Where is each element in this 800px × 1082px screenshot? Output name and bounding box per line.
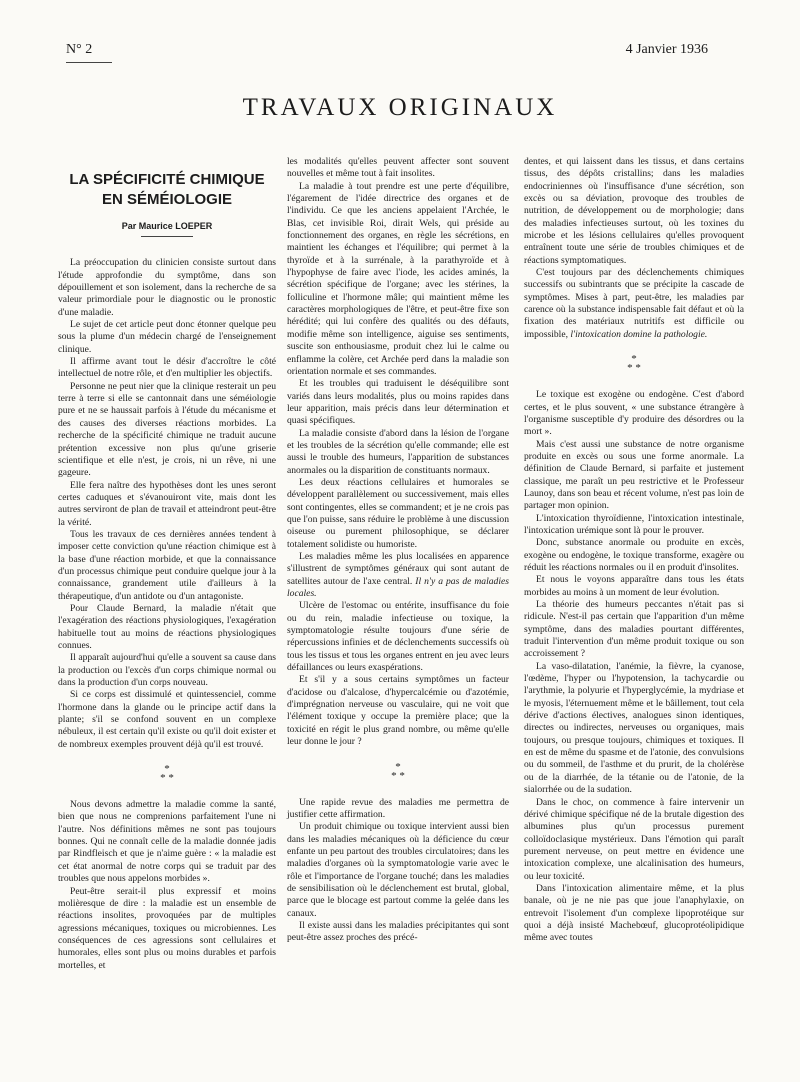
separator-star-top: *	[164, 763, 170, 776]
emphasis-text: l'intoxication domine la pathologie.	[570, 328, 708, 340]
paragraph: La maladie à tout prendre est une perte d'équilibre, l'égarement de l'idée directrice des organes et de l'individu. Ce que les anciens appelaient l'Archée, le Blas, cet invisible Roi, dirait Wels, qui préside au fonctionnement des organes, en règle les sécrétions, en maintient les échanges et l'équilibre; qui permet à la thyroïde et à la surrénale, à la parathyroïde et à l'hypophyse de faire avec l'iode, les acides aminés, la sécrétion spécifique de l'organe; avec les stérines, la folliculine et l'hormone mâle; qui maintient même les caractères morphologiques de l'être, et peut-être fixe son hérédité; qui lui confère des qualités ou des défauts, modifie même son intelligence, aiguise ses sentiments, suscite son enthousiasme, produit chez lui le calme ou enflamme la colère, cet Archée perd dans la maladie son orientation normale et ses commandes.	[287, 180, 509, 377]
paragraph: Tous les travaux de ces dernières années tendent à imposer cette conviction qu'une réaction chimique est à la base d'une réaction morbide, et que la connaissance d'un processus chimique peut conduire quelque jour à la connaissance, grandement utile d'ailleurs à la thérapeutique, d'un antidote ou d'un antagoniste.	[58, 528, 276, 602]
column-3	[524, 156, 744, 945]
paragraph: Le sujet de cet article peut donc étonner quelque peu sous la plume d'un médecin chargé de l'enseignement clinique.	[58, 319, 276, 355]
column-2	[287, 156, 509, 945]
paragraph	[524, 267, 744, 341]
paragraph: Dans le choc, on commence à faire intervenir un dérivé chimique spécifique né de la brutale digestion des albumines plus qu'un processus purement colloïdoclasique mystérieux. Dans l'émotion qui paraît purement nerveuse, on peut mettre en évidence une intoxication complexe, une alcalinisation des humeurs, ou leur toxicité.	[524, 796, 744, 882]
paragraph: La vaso-dilatation, l'anémie, la fièvre, la cyanose, l'œdème, l'hyper ou l'hypotension, la tachycardie ou l'arythmie, la polyurie et l'hyperglycémie, la mydriase et le myosis, l'éternuement même et le bâillement, tout cela dérive d'actions électives, analogues sinon identiques, directes ou indirectes, nerveuses ou organiques, mais toujours, ou presque toujours, chimiques et toxiques. Il en est de même du spasme et de l'atonie, des convulsions ou du sommeil, de l'asthme et du prurit, de la cholérèse ou de la diarrhée, de la tétanie ou de l'atonie, de la sialorrhée ou de la sudation.	[524, 660, 744, 796]
section-separator	[58, 765, 276, 783]
article-title-line-1: LA SPÉCIFICITÉ CHIMIQUE	[69, 171, 265, 188]
paragraph: Nous devons admettre la maladie comme la santé, bien que nous ne comprenions parfaitement l'une ni l'autre. Nos définitions mêmes ne sont pas toujours bonnes. Qui ne connaît celle de la maladie donnée jadis par Rindfleisch et que je n'aime guère : « la maladie est cet état anormal de notre corps qui se traduit par des troubles que nous appelons morbides ».	[58, 799, 276, 885]
separator-star-top: *	[395, 760, 401, 773]
issue-date: 4 Janvier 1936	[625, 42, 708, 57]
article-title	[58, 170, 276, 210]
header-rule	[66, 62, 112, 63]
section-separator	[287, 760, 509, 782]
paragraph-text: C'est toujours par des déclenchements chimiques successifs ou subintrants que se précipite la cascade de symptômes. Mises à part, peut-être, les maladies par carence où la substance indispensable fait défaut et où la fixation des matériaux nutritifs est difficile ou impossible,	[524, 267, 744, 340]
paragraph: les modalités qu'elles peuvent affecter sont souvent nouvelles et même tout à fait insolites.	[287, 156, 509, 180]
paragraph: Et nous le voyons apparaître dans tous les états morbides au moins à un moment de leur évolution.	[524, 574, 744, 598]
author-name: Maurice LOEPER	[138, 221, 213, 231]
paragraph: dentes, et qui laissent dans les tissus, et dans certains tissus, des dépôts cristallins; dans les maladies endocriniennes où l'insuffisance d'une sécrétion, son excès ou sa déviation, provoque des troubles de nutrition, de développement ou de morphologie; dans des maladies infectieuses surtout, où les toxines du microbe et les lésions cellulaires qu'elles provoquent entraînent toute une série de troubles chimiques et de réactions symptomatiques.	[524, 156, 744, 266]
paragraph: Personne ne peut nier que la clinique resterait un peu terre à terre si elle se cantonnait dans une séméiologie pure et ne se haussait parfois à l'étude du mécanisme et des causes des diverses réactions morbides. La recherche de la spécificité chimique ne traduit aucune prétention excessive non plus qu'une griserie scientifique et elle n'est, je crois, ni un rêve, ni une gageure.	[58, 380, 276, 479]
separator-star-bottom: * *	[627, 362, 641, 375]
paragraph: Le toxique est exogène ou endogène. C'est d'abord certes, et le plus souvent, « une substance étrangère à l'organisme susceptible d'y produire des désordres ou la mort ».	[524, 389, 744, 438]
issue-number: N° 2	[66, 42, 93, 57]
separator-star-top: *	[631, 353, 637, 366]
paragraph: Une rapide revue des maladies me permettra de justifier cette affirmation.	[287, 796, 509, 820]
paragraph: Pour Claude Bernard, la maladie n'était que l'exagération des réactions physiologiques, l'exagération habituelle tout au moins de réactions physiologiques connues.	[58, 602, 276, 651]
byline	[58, 220, 276, 232]
paragraph: La préoccupation du clinicien consiste surtout dans l'étude approfondie du symptôme, dans son dépouillement et son isolement, dans la recherche de sa valeur primordiale pour le diagnostic ou le pronostic d'une maladie.	[58, 257, 276, 318]
paragraph: Si ce corps est dissimulé et quintessenciel, comme l'hormone dans la glande ou le principe actif dans la plante; s'il se confond souvent en un complexe nébuleux, il est certain qu'il existe ou qu'il doit exister et de nombreux exemples prouvent déjà qu'il est trouvé.	[58, 689, 276, 750]
paragraph: Dans l'intoxication alimentaire même, et la plus banale, où je ne nie pas que joue l'anaphylaxie, on entrevoit l'isolement d'un complexe lipoprotéique sur quoi a déjà insisté Machebœuf, glucoprotéolipidique même avec toutes	[524, 882, 744, 944]
paragraph: Et les troubles qui traduisent le déséquilibre sont variés dans leurs modalités, plus ou moins rapides dans leur apparition, mais précis dans leur détermination et quasi spécifiques.	[287, 378, 509, 427]
paragraph: Elle fera naître des hypothèses dont les unes seront certes caduques et s'évanouiront vite, mais dont les autres serviront de plan de travail et atteindront peut-être la vérité.	[58, 479, 276, 528]
separator-star-bottom: * *	[391, 769, 405, 782]
paragraph: Il affirme avant tout le désir d'accroître le côté intellectuel de notre rôle, et d'en multiplier les objectifs.	[58, 356, 276, 380]
article-title-line-2: EN SÉMÉIOLOGIE	[101, 191, 233, 208]
paragraph: Donc, substance anormale ou produite en excès, exogène ou endogène, le toxique transforme, exagère ou réduit les réactions normales ou il en produit d'insolites.	[524, 537, 744, 573]
column-1	[58, 170, 276, 972]
paragraph-text: Les maladies même les plus localisées en apparence s'illustrent de symptômes généraux qui sont autant de satellites autour de l'axe central.	[287, 551, 509, 587]
paragraph: Peut-être serait-il plus expressif et moins molièresque de dire : la maladie est un ensemble de réactions insolites, provoquées par de multiples agressions mécaniques, toxiques ou microbiennes. Les conséquences de ces agressions sont cellulaires et humorales, elles sont plus ou moins durables et parfois mortelles, et	[58, 885, 276, 971]
paragraph: Ulcère de l'estomac ou entérite, insuffisance du foie ou du rein, maladie infectieuse ou toxique, la symptomatologie résulte toujours d'une série de répercussions infinies et de déclenchements successifs où tous les tissus et tous les organes entrent en jeu avec leurs défaillances ou leurs exaspérations.	[287, 600, 509, 674]
paragraph: La maladie consiste d'abord dans la lésion de l'organe et les troubles de la sécrétion qu'elle commande; elle est aussi le trouble des humeurs, l'apparition de substances anormales ou la disparition de constituants normaux.	[287, 427, 509, 476]
separator-star-bottom: * *	[160, 772, 174, 785]
paragraph: Les deux réactions cellulaires et humorales se développent parallèlement ou successivement, mais elles sont contingentes, elles se commandent; et je ne crois pas que l'on puisse, sans réduire le problème à une discussion oiseuse ou purement philosophique, se déclarer totalement solidiste ou humoriste.	[287, 476, 509, 550]
paragraph: Mais c'est aussi une substance de notre organisme produite en excès ou sous une forme anormale. La définition de Claude Bernard, si parfaite et justement classique, me paraît un peu restrictive et le Professeur Launoy, dans son beau et récent volume, n'est pas loin de partager mon opinion.	[524, 438, 744, 512]
section-title: TRAVAUX ORIGINAUX	[242, 94, 558, 121]
byline-prefix: Par	[121, 221, 137, 231]
page-header	[66, 42, 708, 64]
paragraph: Un produit chimique ou toxique intervient aussi bien dans les maladies mécaniques où la déficience du cœur enfante un peu partout des troubles circulatoires; dans les maladies d'organes où la symptomatologie varie avec le rôle et l'importance de l'organe touché; dans les maladies de sensibilisation où le déclenchement est brutal, global, parce que le blocage est partout comme la gelée dans les canaux.	[287, 821, 509, 919]
paragraph: Il apparaît aujourd'hui qu'elle a souvent sa cause dans la production ou l'excès d'un corps chimique normal ou dans la production d'un corps nouveau.	[58, 652, 276, 689]
emphasis-text: Il n'y a pas de maladies locales.	[287, 575, 509, 600]
paragraph: La théorie des humeurs peccantes n'était pas si ridicule. N'est-il pas certain que l'apparition d'un même symptôme, dans des maladies pourtant différentes, traduit l'intervention d'un même produit toxique ou son accroissement ?	[524, 599, 744, 660]
section-separator	[524, 355, 744, 373]
byline-rule	[141, 236, 193, 237]
paragraph: Il existe aussi dans les maladies précipitantes qui sont peut-être assez proches des précé-	[287, 919, 509, 944]
paragraph: L'intoxication thyroïdienne, l'intoxication intestinale, l'intoxication urémique sont là pour le prouver.	[524, 512, 744, 536]
paragraph	[287, 551, 509, 600]
paragraph: Et s'il y a sous certains symptômes un facteur d'acidose ou d'alcalose, d'hypercalcémie ou d'azotémie, d'imprégnation nerveuse ou vasculaire, qui ne voit que l'élément toxique y occupe la première place; que la toxicité en régit le plus grand nombre, ou même qu'elle leur donne le jour ?	[287, 674, 509, 748]
